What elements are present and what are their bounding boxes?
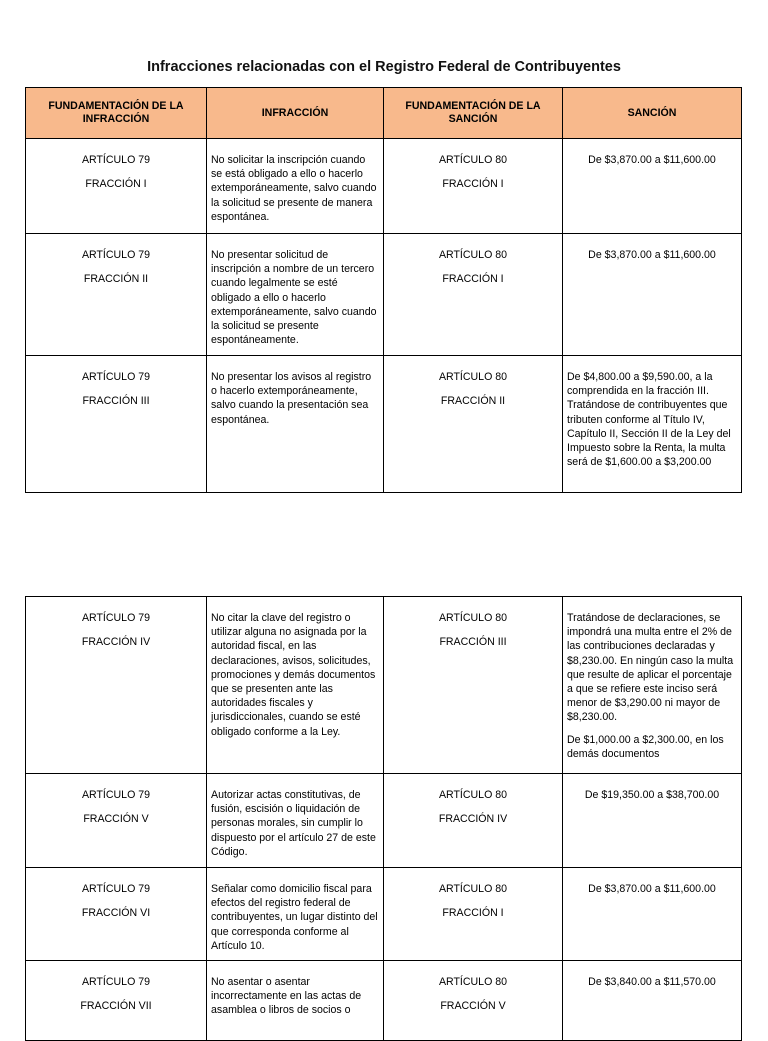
articulo-label: ARTÍCULO 80 xyxy=(438,154,508,166)
sancion-cell xyxy=(563,774,742,868)
table-row xyxy=(26,868,742,961)
articulo-label: ARTÍCULO 79 xyxy=(81,976,151,988)
fund-sancion-cell xyxy=(384,234,563,356)
fraccion-label: FRACCIÓN IV xyxy=(438,813,508,826)
infraccion-cell: No presentar solicitud de inscripción a nombre de un tercero cuando legalmente se esté obligado a ello o hacerlo extemporáneamente, salvo cuando la solicitud se presente espontáneamente. xyxy=(207,234,384,356)
infractions-table-1 xyxy=(25,87,742,493)
table-row xyxy=(26,234,742,356)
fraccion-label: FRACCIÓN II xyxy=(440,395,506,408)
header-sancion: SANCIÓN xyxy=(563,88,742,139)
sancion-text: De $3,870.00 a $11,600.00 xyxy=(588,154,716,166)
table-row xyxy=(26,774,742,868)
fraccion-label: FRACCIÓN VI xyxy=(81,907,151,920)
articulo-label: ARTÍCULO 79 xyxy=(81,612,151,624)
fund-sancion-cell xyxy=(384,356,563,493)
fraccion-label: FRACCIÓN II xyxy=(83,273,149,286)
fund-infraccion-cell xyxy=(26,774,207,868)
fund-infraccion-cell xyxy=(26,868,207,961)
articulo-label: ARTÍCULO 79 xyxy=(81,371,151,383)
articulo-label: ARTÍCULO 80 xyxy=(438,976,508,988)
fund-infraccion-cell xyxy=(26,139,207,234)
sancion-cell xyxy=(563,597,742,774)
fund-sancion-cell xyxy=(384,139,563,234)
infraccion-cell: No asentar o asentar incorrectamente en las actas de asamblea o libros de socios o xyxy=(207,961,384,1041)
fund-sancion-cell xyxy=(384,597,563,774)
fraccion-label: FRACCIÓN I xyxy=(442,273,504,286)
articulo-label: ARTÍCULO 80 xyxy=(438,883,508,895)
sancion-cell xyxy=(563,961,742,1041)
sancion-cell xyxy=(563,234,742,356)
infraccion-cell: No presentar los avisos al registro o hacerlo extemporáneamente, salvo cuando la presentación sea espontánea. xyxy=(207,356,384,493)
table-row xyxy=(26,961,742,1041)
fraccion-label: FRACCIÓN III xyxy=(82,395,150,408)
fund-sancion-cell xyxy=(384,868,563,961)
articulo-label: ARTÍCULO 79 xyxy=(81,883,151,895)
fund-infraccion-cell xyxy=(26,961,207,1041)
infraccion-cell: Autorizar actas constitutivas, de fusión, escisión o liquidación de personas morales, sin cumplir lo dispuesto por el artículo 27 de este Código. xyxy=(207,774,384,868)
fraccion-label: FRACCIÓN I xyxy=(442,178,504,191)
infractions-table-2 xyxy=(25,596,742,1041)
fraccion-label: FRACCIÓN I xyxy=(442,907,504,920)
sancion-cell xyxy=(563,356,742,493)
articulo-label: ARTÍCULO 79 xyxy=(81,154,151,166)
table-row xyxy=(26,139,742,234)
articulo-label: ARTÍCULO 80 xyxy=(438,789,508,801)
sancion-text: Tratándose de declaraciones, se impondrá una multa entre el 2% de las contribuciones declaradas y $8,230.00. En ningún caso la multa que resulte de aplicar el porcentaje a que se refiere este inciso será menor de $3,290.00 ni mayor de $8,230.00. xyxy=(567,612,734,724)
articulo-label: ARTÍCULO 80 xyxy=(438,249,508,261)
sancion-text: De $19,350.00 a $38,700.00 xyxy=(584,789,720,801)
infraccion-cell: Señalar como domicilio fiscal para efectos del registro federal de contribuyentes, un lugar distinto del que corresponda conforme al Artículo 10. xyxy=(207,868,384,961)
fund-sancion-cell xyxy=(384,774,563,868)
sancion-text: De $3,840.00 a $11,570.00 xyxy=(588,976,716,988)
sancion-cell xyxy=(563,868,742,961)
table-row xyxy=(26,356,742,493)
fraccion-label: FRACCIÓN III xyxy=(439,636,507,649)
header-fund-infraccion: FUNDAMENTACIÓN DE LA INFRACCIÓN xyxy=(26,88,207,139)
sancion-text: De $4,800.00 a $9,590.00, a la comprendida en la fracción III. Tratándose de contribuyentes que tributen conforme al Título IV, Capítulo II, Sección II de la Ley del Impuesto sobre la Renta, la multa será de $1,600.00 a $3,200.00 xyxy=(567,371,731,469)
sancion-text: De $3,870.00 a $11,600.00 xyxy=(588,249,716,261)
document-title: Infracciones relacionadas con el Registro Federal de Contribuyentes xyxy=(147,59,621,75)
fraccion-label: FRACCIÓN I xyxy=(85,178,147,191)
header-fund-sancion: FUNDAMENTACIÓN DE LA SANCIÓN xyxy=(384,88,563,139)
sancion-text: De $3,870.00 a $11,600.00 xyxy=(588,883,716,895)
articulo-label: ARTÍCULO 79 xyxy=(81,789,151,801)
articulo-label: ARTÍCULO 80 xyxy=(438,612,508,624)
fraccion-label: FRACCIÓN VII xyxy=(80,1000,152,1013)
infraccion-cell: No solicitar la inscripción cuando se está obligado a ello o hacerlo extemporáneamente, salvo cuando la solicitud se presente de manera espontánea. xyxy=(207,139,384,234)
fund-sancion-cell xyxy=(384,961,563,1041)
sancion-cell xyxy=(563,139,742,234)
header-infraccion: INFRACCIÓN xyxy=(207,88,384,139)
articulo-label: ARTÍCULO 80 xyxy=(438,371,508,383)
fraccion-label: FRACCIÓN V xyxy=(440,1000,506,1013)
fund-infraccion-cell xyxy=(26,597,207,774)
fund-infraccion-cell xyxy=(26,234,207,356)
table-row xyxy=(26,597,742,774)
articulo-label: ARTÍCULO 79 xyxy=(81,249,151,261)
sancion-text: De $1,000.00 a $2,300.00, en los demás documentos xyxy=(567,733,724,760)
infraccion-cell: No citar la clave del registro o utilizar alguna no asignada por la autoridad fiscal, en las declaraciones, avisos, solicitudes, promociones y demás documentos que se presenten ante las autoridades fiscales y jurisdiccionales, cuando se esté obligado conforme a la Ley. xyxy=(207,597,384,774)
fraccion-label: FRACCIÓN IV xyxy=(81,636,151,649)
fund-infraccion-cell xyxy=(26,356,207,493)
fraccion-label: FRACCIÓN V xyxy=(83,813,149,826)
table-header-row xyxy=(26,88,742,139)
